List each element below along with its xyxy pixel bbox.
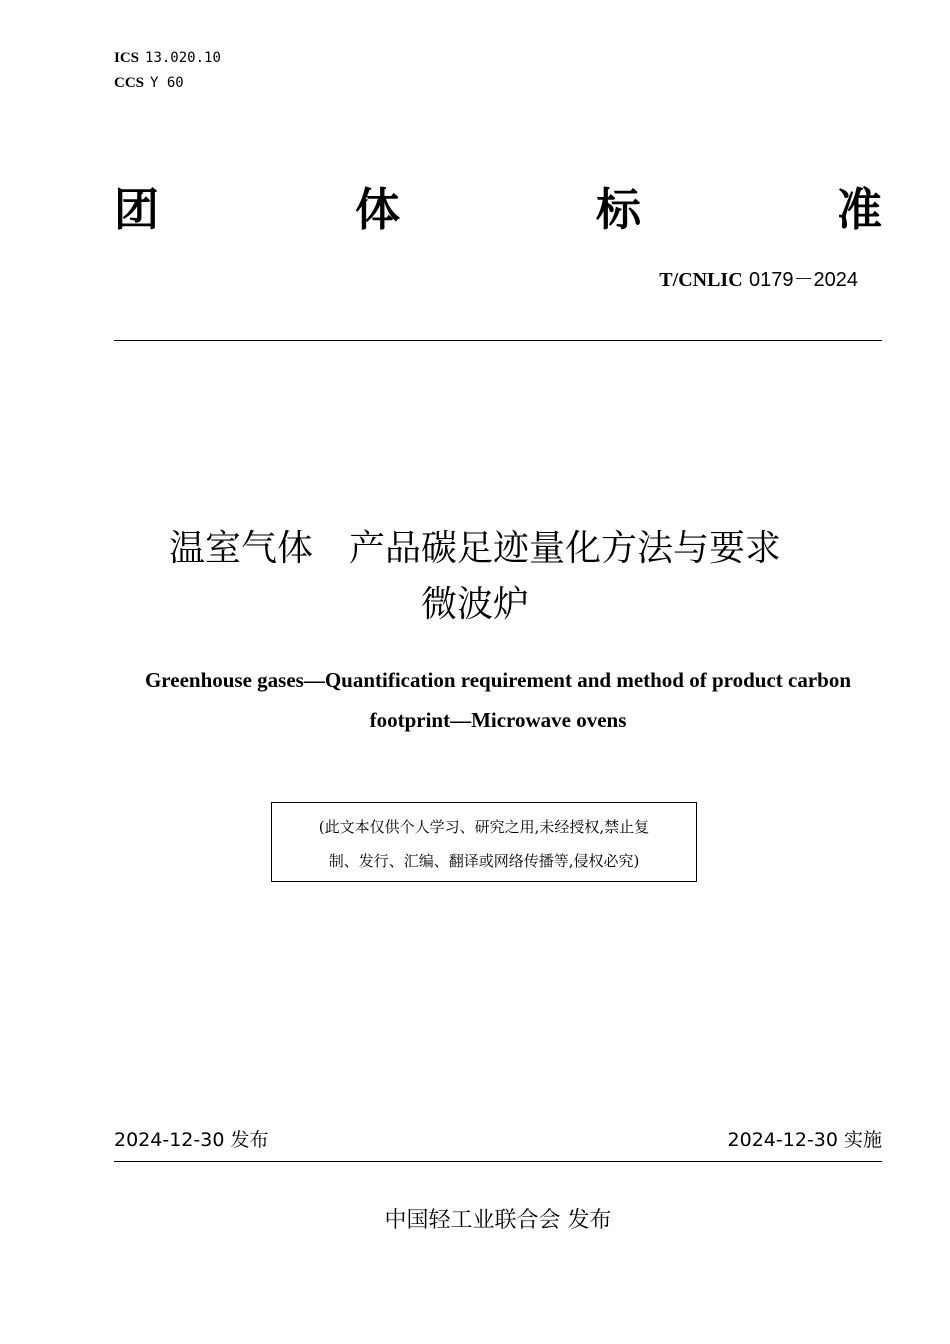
standard-type-heading [114, 180, 882, 240]
title-cn-line1: 温室气体 产品碳足迹量化方法与要求 [168, 528, 781, 569]
standard-number-value: 0179－2024 [749, 269, 858, 291]
title-en-line1: Greenhouse gases—Quantification requirement and method of product carbon [144, 668, 852, 692]
standard-number [659, 266, 858, 293]
standard-type-char: 体 [354, 183, 400, 236]
copyright-notice-box [271, 802, 697, 882]
notice-line2: 制、发行、汇编、翻译或网络传播等,侵权必究) [328, 852, 640, 870]
standard-type-char: 团 [114, 183, 160, 236]
issue-date: 2024-12-30 发布 [114, 1129, 269, 1151]
ics-label: ICS [114, 50, 140, 66]
standard-type-char: 准 [836, 183, 882, 236]
notice-line1: (此文本仅供个人学习、研究之用,未经授权,禁止复 [318, 818, 650, 836]
ics-value: 13.020.10 [145, 50, 221, 66]
title-en-line2: footprint—Microwave ovens [369, 708, 627, 732]
standard-number-prefix: T/CNLIC [659, 269, 743, 291]
publisher: 中国轻工业联合会 发布 [384, 1208, 612, 1233]
footer-divider [114, 1161, 882, 1162]
standard-type-char: 标 [595, 183, 641, 236]
ccs-label: CCS [114, 75, 145, 91]
implementation-date: 2024-12-30 实施 [727, 1129, 882, 1151]
title-cn-line2: 微波炉 [420, 584, 529, 625]
ccs-value: Y 60 [150, 75, 184, 91]
header-divider [114, 340, 882, 341]
ics-code [114, 49, 221, 67]
ccs-code [114, 74, 184, 92]
